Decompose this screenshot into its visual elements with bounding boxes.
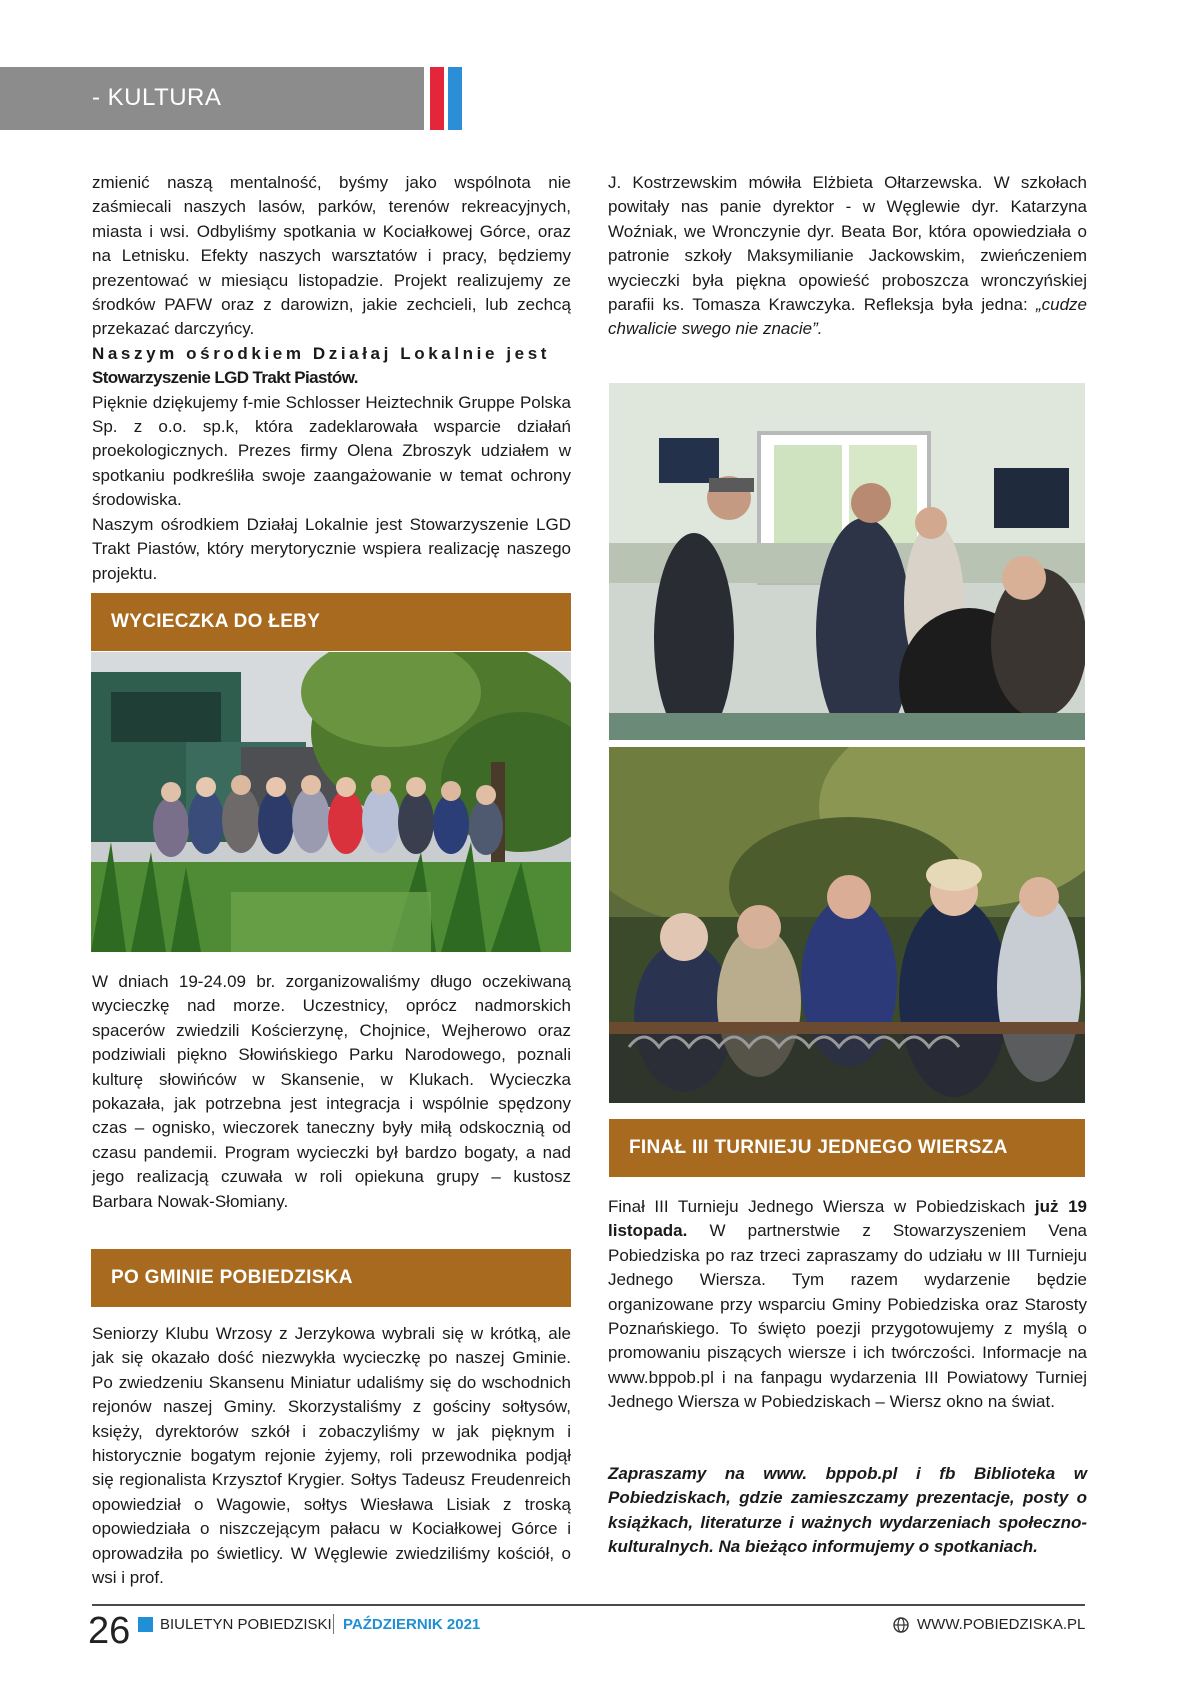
paragraph-text: W partnerstwie z Stowarzyszeniem Vena Pobiedziska po raz trzeci zapraszamy do udziału w III Turnieju Jednego Wiersza. Tym razem wydarzenie będzie organizowane przy wsparciu Gminy Pobiedziska oraz Starosty Poznańskiego. To święto poezji przygotowujemy z myślą o promowaniu piszących wiersze i ich twórczości. Informacje na www.bppob.pl i na fanpagu wydarzenia III Powiatowy Turniej Jednego Wiersza w Pobiedziskach – Wiersz okno na świat. — [608, 1221, 1087, 1412]
heading-turniej: FINAŁ III TURNIEJU JEDNEGO WIERSZA — [609, 1119, 1085, 1177]
invite-text — [608, 1462, 1087, 1560]
paragraph-bold — [92, 342, 571, 391]
paragraph: Seniorzy Klubu Wrzosy z Jerzykowa wybrali się w krótką, ale jak się okazało dość niezwykła wycieczkę po naszej Gminie. Po zwiedzeniu Skansenu Miniatur udaliśmy się do wschodnich rejonów naszej Gminy. Skorzystaliśmy z gościny sołtysów, księży, dyrektorów szkół i zobaczyliśmy w jak pięknym i historycznie bogatym rejonie żyjemy, roli przewodnika podjął się regionalista Krzysztof Krygier. Sołtys Tadeusz Freudenreich opowiedział o Wagowie, sołtys Wiesława Lisiak z troską opowiedziała o niszczejącym pałacu w Kociałkowej Górce i oprowadziła po świetlicy. W Węglewie zwiedziliśmy kościół, o wsi i prof. — [92, 1324, 571, 1588]
footer-separator — [333, 1614, 334, 1634]
school-photo-image — [609, 383, 1085, 740]
paragraph — [608, 171, 1087, 342]
section-label: - KULTURA — [92, 84, 222, 111]
paragraph: Zapraszamy na www. bppob.pl i fb Biblioteka w Pobiedziskach, gdzie zamieszczamy prezentacje, posty o książkach, literaturze i ważnych wydarzeniach społeczno-kulturalnych. Na bieżąco informujemy o spotkaniach. — [608, 1464, 1087, 1557]
footer-website[interactable]: WWW.POBIEDZISKA.PL — [917, 1616, 1086, 1633]
paragraph: zmienić naszą mentalność, byśmy jako wspólnota nie zaśmiecali naszych lasów, parków, terenów rekreacyjnych, miasta i wsi. Odbyliśmy spotkania w Kociałkowej Górce, oraz na Letnisku. Efekty naszych warsztatów i pracy, będziemy prezentować w miesiącu listopadzie. Projekt realizujemy ze środków PAFW oraz z darowizn, jakie zechcieli, lub zechcą przekazać darczyńcy. — [92, 173, 571, 339]
quote: „cudze chwalicie swego nie znacie”. — [608, 295, 1087, 339]
footer-title: BIULETYN POBIEDZISKI — [160, 1616, 332, 1633]
outdoor-group-photo-image — [609, 747, 1085, 1103]
outdoor-group-photo — [609, 747, 1085, 1103]
group-photo-leba — [91, 652, 571, 952]
paragraph: Pięknie dziękujemy f-mie Schlosser Heiztechnik Gruppe Polska Sp. z o.o. sp.k, która zadeklarowała wsparcie działań proekologicznych. Prezes firmy Olena Zbroszyk udziałem w spotkaniu podkreśliła swoje zaangażowanie w temat ochrony środowiska. — [92, 392, 571, 510]
bold-line: Naszym ośrodkiem Działaj Lokalnie jest — [92, 343, 551, 363]
paragraph: Naszym ośrodkiem Działaj Lokalnie jest Stowarzyszenie LGD Trakt Piastów, który merytorycznie wspiera realizację naszego projektu. — [92, 514, 571, 583]
paragraph-text: Finał III Turnieju Jednego Wiersza w Pobiedziskach — [608, 1197, 1035, 1216]
red-stripe — [430, 67, 444, 130]
heading-leba: WYCIECZKA DO ŁEBY — [91, 593, 571, 651]
footer-date: PAŹDZIERNIK 2021 — [343, 1616, 481, 1633]
right-column-top — [608, 171, 1087, 342]
turniej-text — [608, 1195, 1087, 1415]
footer-rule — [92, 1604, 1085, 1606]
paragraph-text: J. Kostrzewskim mówiła Elżbieta Ołtarzewska. W szkołach powitały nas panie dyrektor - w Węglewie dyr. Katarzyna Woźniak, we Wronczynie dyr. Beata Bor, która opowiedziała o patronie szkoły Maksymilianie Jackowskim, zwieńczeniem wycieczki była piękna opowieść proboszcza wronczyńskiej parafii ks. Tomasza Krawczyka. Refleksja była jedna: — [608, 173, 1087, 315]
leba-text — [92, 970, 571, 1214]
date-bold: już 19 listopada. — [608, 1197, 1087, 1241]
heading-gmina: PO GMINIE POBIEDZISKA — [91, 1249, 571, 1307]
bold-line: Stowarzyszenie LGD Trakt Piastów. — [92, 368, 358, 388]
group-photo-image — [91, 652, 571, 952]
paragraph — [608, 1195, 1087, 1415]
page-number: 26 — [88, 1610, 131, 1652]
paragraph: W dniach 19-24.09 br. zorganizowaliśmy długo oczekiwaną wycieczkę nad morze. Uczestnicy, oprócz nadmorskich spacerów zwiedzili Kościerzynę, Chojnice, Wejherowo oraz podziwiali piękno Słowińskiego Parku Narodowego, poznali kulturę słowińców w Skansenie, w Klukach. Wycieczka pokazała, jak potrzebna jest integracja i wspólnie spędzony czas – ognisko, wieczorek taneczny były miłą odskocznią od czasu pandemii. Program wycieczki był bardzo bogaty, a nad jego realizacją czuwała w roli opiekuna grupy – kustosz Barbara Nowak-Słomiany. — [92, 972, 571, 1211]
school-photo — [609, 383, 1085, 740]
gmina-text — [92, 1322, 571, 1590]
footer-square — [138, 1617, 153, 1632]
globe-icon — [893, 1617, 909, 1633]
left-column-top — [92, 171, 571, 586]
blue-stripe — [448, 67, 462, 130]
